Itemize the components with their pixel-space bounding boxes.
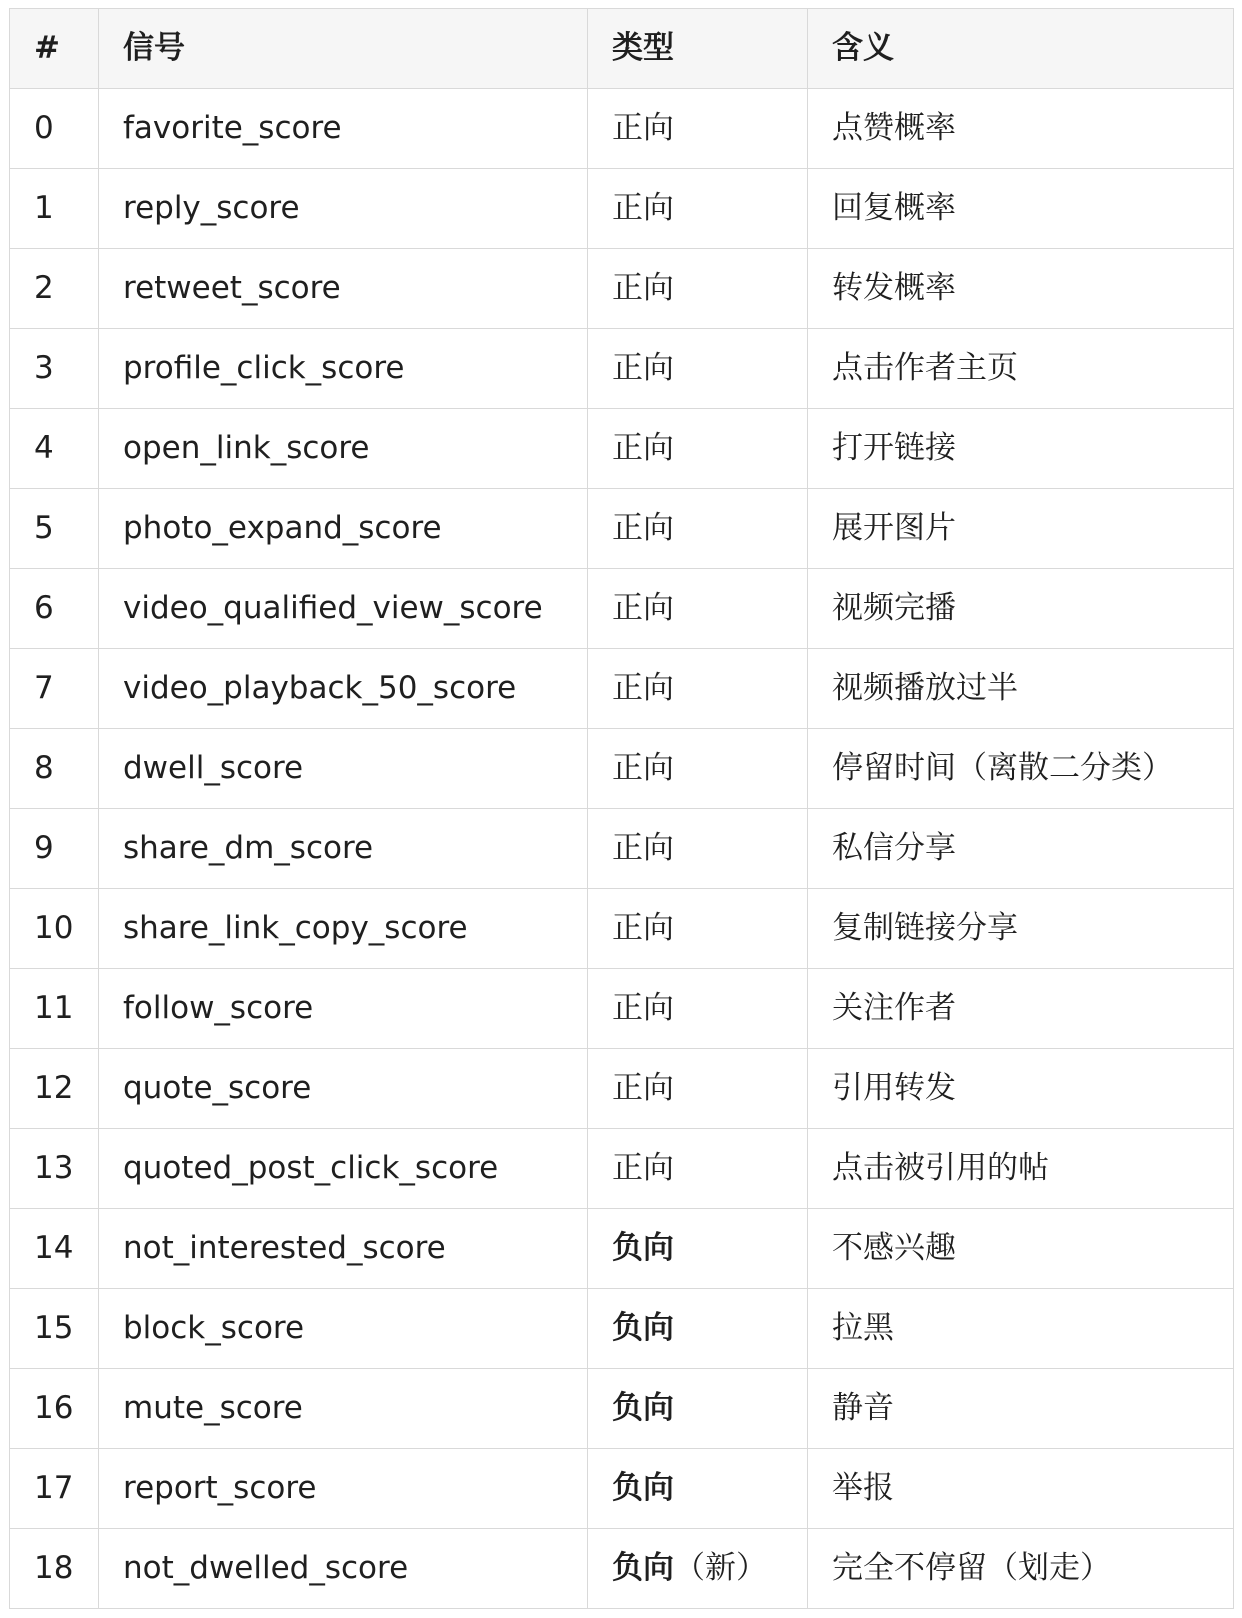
cell-signal xyxy=(99,329,588,409)
cell-signal-text: profile_click_score xyxy=(123,350,405,386)
cell-meaning-text: 点击作者主页 xyxy=(832,350,1018,386)
table-row xyxy=(10,169,1234,249)
cell-signal-text: not_dwelled_score xyxy=(123,1550,409,1586)
table-row xyxy=(10,1049,1234,1129)
table-row xyxy=(10,329,1234,409)
cell-index xyxy=(10,569,99,649)
cell-type xyxy=(588,89,808,169)
cell-index xyxy=(10,409,99,489)
cell-meaning xyxy=(808,1129,1234,1209)
cell-type-text: 负向 xyxy=(612,1470,674,1506)
cell-signal xyxy=(99,1289,588,1369)
cell-meaning-text: 完全不停留（划走） xyxy=(832,1550,1111,1586)
cell-meaning xyxy=(808,569,1234,649)
cell-index xyxy=(10,169,99,249)
cell-type-text: 正向 xyxy=(612,350,674,386)
cell-signal xyxy=(99,409,588,489)
signal-table xyxy=(9,8,1234,1609)
cell-signal xyxy=(99,169,588,249)
cell-meaning xyxy=(808,809,1234,889)
cell-type-text: 负向 xyxy=(612,1310,674,1346)
cell-signal-text: report_score xyxy=(123,1470,317,1506)
cell-type xyxy=(588,889,808,969)
cell-type xyxy=(588,649,808,729)
table-row xyxy=(10,969,1234,1049)
cell-meaning xyxy=(808,329,1234,409)
cell-index xyxy=(10,489,99,569)
cell-signal xyxy=(99,1529,588,1609)
cell-signal-text: video_qualified_view_score xyxy=(123,590,543,626)
cell-meaning xyxy=(808,89,1234,169)
column-header-signal: 信号 xyxy=(99,9,588,89)
table-row xyxy=(10,569,1234,649)
cell-type-text: 正向 xyxy=(612,830,674,866)
column-header-type: 类型 xyxy=(588,9,808,89)
cell-index-text: 2 xyxy=(34,270,54,306)
cell-index xyxy=(10,809,99,889)
cell-index xyxy=(10,649,99,729)
cell-signal xyxy=(99,489,588,569)
cell-type-text: 正向 xyxy=(612,1070,674,1106)
cell-index-text: 1 xyxy=(34,190,54,226)
cell-signal-text: open_link_score xyxy=(123,430,370,466)
cell-signal xyxy=(99,1369,588,1449)
cell-signal-text: video_playback_50_score xyxy=(123,670,517,706)
cell-type xyxy=(588,729,808,809)
cell-meaning xyxy=(808,489,1234,569)
cell-signal-text: share_dm_score xyxy=(123,830,374,866)
cell-index-text: 5 xyxy=(34,510,54,546)
cell-meaning-text: 拉黑 xyxy=(832,1310,894,1346)
cell-signal xyxy=(99,249,588,329)
table-row xyxy=(10,1129,1234,1209)
cell-type xyxy=(588,1449,808,1529)
cell-type xyxy=(588,809,808,889)
cell-type xyxy=(588,249,808,329)
cell-meaning xyxy=(808,889,1234,969)
cell-type-text: 正向 xyxy=(612,910,674,946)
cell-index xyxy=(10,329,99,409)
table-header xyxy=(10,9,1234,89)
cell-type-text: 正向 xyxy=(612,110,674,146)
cell-index-text: 11 xyxy=(34,990,74,1026)
table-row xyxy=(10,409,1234,489)
cell-signal-text: follow_score xyxy=(123,990,314,1026)
cell-index xyxy=(10,1449,99,1529)
cell-type-text: 正向 xyxy=(612,990,674,1026)
cell-meaning-text: 打开链接 xyxy=(832,430,956,466)
cell-meaning xyxy=(808,1209,1234,1289)
cell-signal-text: share_link_copy_score xyxy=(123,910,468,946)
cell-signal-text: quoted_post_click_score xyxy=(123,1150,499,1186)
table-body xyxy=(10,89,1234,1609)
table-header-row xyxy=(10,9,1234,89)
cell-type-text: 正向 xyxy=(612,430,674,466)
cell-index-text: 14 xyxy=(34,1230,74,1266)
cell-signal xyxy=(99,89,588,169)
cell-meaning-text: 点赞概率 xyxy=(832,110,956,146)
cell-index-text: 6 xyxy=(34,590,54,626)
cell-index-text: 12 xyxy=(34,1070,74,1106)
cell-type xyxy=(588,409,808,489)
cell-type xyxy=(588,969,808,1049)
cell-index-text: 16 xyxy=(34,1390,74,1426)
signal-table-container xyxy=(9,8,1233,1609)
cell-meaning-text: 静音 xyxy=(832,1390,894,1426)
cell-index xyxy=(10,969,99,1049)
cell-meaning xyxy=(808,1449,1234,1529)
cell-meaning xyxy=(808,969,1234,1049)
cell-meaning-text: 举报 xyxy=(832,1470,894,1506)
table-row xyxy=(10,729,1234,809)
cell-index-text: 18 xyxy=(34,1550,74,1586)
cell-meaning xyxy=(808,1049,1234,1129)
cell-signal xyxy=(99,729,588,809)
cell-index-text: 3 xyxy=(34,350,54,386)
table-row xyxy=(10,1209,1234,1289)
cell-type-text: 负向 xyxy=(612,1230,674,1266)
cell-meaning-text: 转发概率 xyxy=(832,270,956,306)
cell-type-text: 负向 xyxy=(612,1550,674,1586)
cell-meaning-text: 视频播放过半 xyxy=(832,670,1018,706)
cell-type xyxy=(588,1289,808,1369)
cell-index xyxy=(10,1289,99,1369)
cell-type xyxy=(588,1209,808,1289)
cell-type-text: 正向 xyxy=(612,1150,674,1186)
table-row xyxy=(10,1529,1234,1609)
cell-meaning-text: 视频完播 xyxy=(832,590,956,626)
cell-index xyxy=(10,889,99,969)
cell-meaning xyxy=(808,1369,1234,1449)
cell-type xyxy=(588,1529,808,1609)
cell-type xyxy=(588,489,808,569)
cell-type xyxy=(588,329,808,409)
cell-signal-text: block_score xyxy=(123,1310,305,1346)
cell-type xyxy=(588,1129,808,1209)
cell-meaning-text: 私信分享 xyxy=(832,830,956,866)
cell-meaning-text: 复制链接分享 xyxy=(832,910,1018,946)
cell-signal xyxy=(99,809,588,889)
cell-type xyxy=(588,1049,808,1129)
cell-type-text: 负向 xyxy=(612,1390,674,1426)
cell-meaning-text: 回复概率 xyxy=(832,190,956,226)
cell-index xyxy=(10,249,99,329)
column-header-meaning: 含义 xyxy=(808,9,1234,89)
table-row xyxy=(10,89,1234,169)
cell-meaning xyxy=(808,1529,1234,1609)
cell-signal xyxy=(99,1209,588,1289)
cell-signal-text: retweet_score xyxy=(123,270,341,306)
cell-type-text: 正向 xyxy=(612,670,674,706)
table-row xyxy=(10,809,1234,889)
cell-type-text: 正向 xyxy=(612,510,674,546)
cell-signal xyxy=(99,649,588,729)
cell-index xyxy=(10,1529,99,1609)
table-row xyxy=(10,889,1234,969)
cell-index-text: 13 xyxy=(34,1150,74,1186)
cell-signal xyxy=(99,969,588,1049)
column-header-index: # xyxy=(10,9,99,89)
cell-meaning-text: 引用转发 xyxy=(832,1070,956,1106)
cell-type xyxy=(588,569,808,649)
cell-meaning xyxy=(808,169,1234,249)
cell-type-text: 正向 xyxy=(612,590,674,626)
cell-meaning-text: 关注作者 xyxy=(832,990,956,1026)
cell-meaning-text: 不感兴趣 xyxy=(832,1230,956,1266)
cell-signal-text: quote_score xyxy=(123,1070,312,1106)
cell-index xyxy=(10,729,99,809)
cell-signal-text: favorite_score xyxy=(123,110,342,146)
cell-meaning-text: 停留时间（离散二分类） xyxy=(832,750,1173,786)
cell-signal xyxy=(99,1049,588,1129)
cell-index xyxy=(10,1129,99,1209)
cell-signal xyxy=(99,889,588,969)
cell-meaning-text: 展开图片 xyxy=(832,510,956,546)
table-row xyxy=(10,1289,1234,1369)
cell-signal-text: photo_expand_score xyxy=(123,510,442,546)
cell-index-text: 15 xyxy=(34,1310,74,1346)
cell-type xyxy=(588,1369,808,1449)
table-row xyxy=(10,489,1234,569)
cell-signal xyxy=(99,1449,588,1529)
table-row xyxy=(10,1449,1234,1529)
table-row xyxy=(10,1369,1234,1449)
cell-index-text: 9 xyxy=(34,830,54,866)
cell-meaning xyxy=(808,409,1234,489)
cell-index-text: 8 xyxy=(34,750,54,786)
cell-index-text: 17 xyxy=(34,1470,74,1506)
cell-type xyxy=(588,169,808,249)
cell-index xyxy=(10,1369,99,1449)
cell-index xyxy=(10,89,99,169)
cell-index-text: 4 xyxy=(34,430,54,466)
cell-index-text: 0 xyxy=(34,110,54,146)
cell-signal xyxy=(99,1129,588,1209)
cell-meaning xyxy=(808,649,1234,729)
cell-meaning xyxy=(808,729,1234,809)
cell-type-text: 正向 xyxy=(612,750,674,786)
cell-signal-text: reply_score xyxy=(123,190,300,226)
cell-meaning xyxy=(808,249,1234,329)
cell-index xyxy=(10,1049,99,1129)
table-row xyxy=(10,249,1234,329)
cell-signal-text: not_interested_score xyxy=(123,1230,446,1266)
cell-signal-text: mute_score xyxy=(123,1390,303,1426)
cell-meaning-text: 点击被引用的帖 xyxy=(832,1150,1049,1186)
table-row xyxy=(10,649,1234,729)
cell-signal xyxy=(99,569,588,649)
cell-index xyxy=(10,1209,99,1289)
cell-type-text: 正向 xyxy=(612,190,674,226)
cell-index-text: 7 xyxy=(34,670,54,706)
cell-signal-text: dwell_score xyxy=(123,750,304,786)
cell-type-text: 正向 xyxy=(612,270,674,306)
cell-index-text: 10 xyxy=(34,910,74,946)
cell-type-note: （新） xyxy=(674,1550,767,1586)
cell-meaning xyxy=(808,1289,1234,1369)
